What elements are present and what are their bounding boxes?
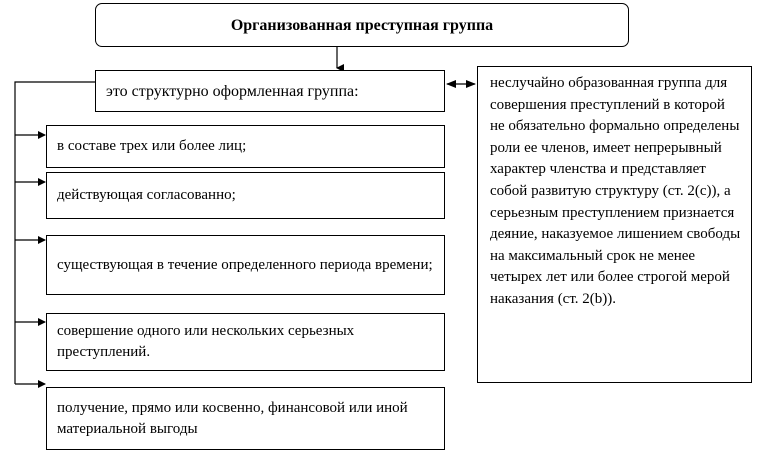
criterion-box-4 (46, 313, 445, 371)
title-text: Организованная преступная группа (230, 16, 494, 34)
criterion-text-4: совершение одного или нескольких серьезных преступлений. (57, 323, 355, 360)
criterion-box-5 (46, 387, 445, 450)
definition-text: неслучайно образованная группа для совершения преступлений в которой не обязательно формально определены роли ее членов, имеет непрерывный характер членства и представляет собой развитую структуру (ст. 2(с)), а серьезным преступлением признается деяние, наказуемое лишением свободы на максимальный срок не менее четырех лет или более строгой мерой наказания (ст. 2(b)). (490, 75, 741, 307)
criterion-text-3: существующая в течение определенного периода времени; (57, 256, 433, 273)
definition-box (477, 66, 752, 383)
title-box (95, 3, 629, 47)
criterion-box-2 (46, 172, 445, 219)
criterion-text-5: получение, прямо или косвенно, финансовой или иной материальной выгоды (57, 399, 408, 437)
criterion-box-1 (46, 125, 445, 168)
criterion-box-3 (46, 235, 445, 295)
criterion-text-2: действующая согласованно; (57, 187, 236, 203)
main-box (95, 70, 445, 112)
main-text: это структурно оформленная группа: (106, 82, 359, 100)
criterion-text-1: в составе трех или более лиц; (57, 138, 247, 154)
